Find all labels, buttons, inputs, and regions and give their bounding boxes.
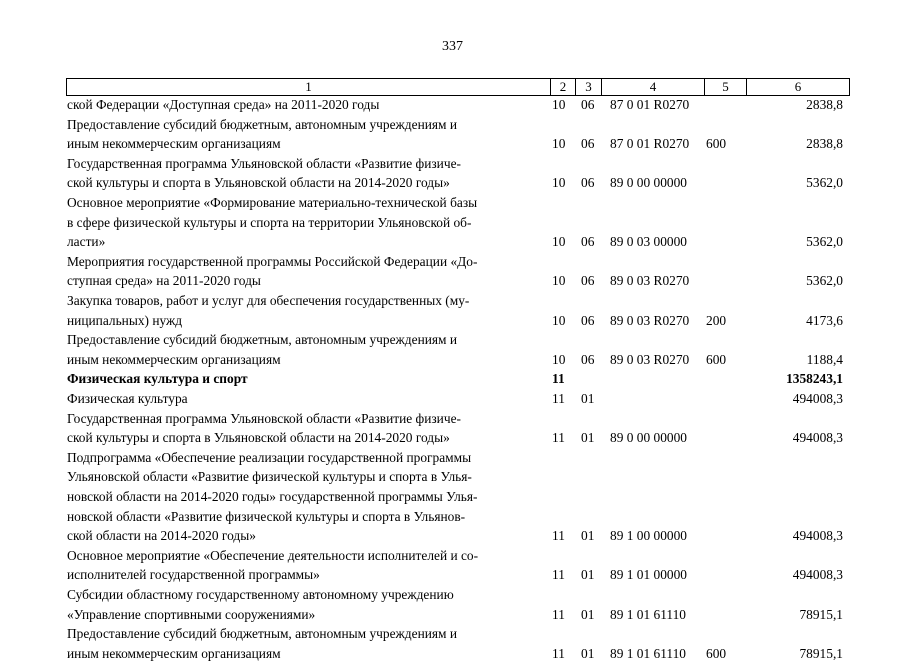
description-line: ласти» [67,234,106,250]
table-row [0,95,905,115]
target-article-code: 89 1 00 00000 [610,528,687,544]
description-line: ской Федерации «Доступная среда» на 2011-2020 годы [67,97,380,112]
section-code: 10 [552,312,566,328]
subsection-code: 01 [581,430,595,446]
expense-type-code: 600 [706,136,727,152]
amount-value: 5362,0 [806,234,843,250]
description-line: Физическая культура и спорт [67,371,248,387]
header-col-3: 3 [575,79,601,95]
description-line: в сфере физической культуры и спорта на территории Ульяновской об- [67,214,472,230]
row-description [67,95,539,115]
description-line: Государственная программа Ульяновской области «Развитие физиче- [67,410,461,426]
row-description [67,546,539,585]
subsection-code: 06 [581,97,595,112]
section-code: 11 [552,371,565,387]
description-line: Государственная программа Ульяновской области «Развитие физиче- [67,155,461,171]
section-code: 11 [552,391,565,406]
section-code: 10 [552,351,566,367]
table-row [0,252,905,291]
section-code: 10 [552,136,566,152]
description-line: ской культуры и спорта в Ульяновской области на 2014-2020 годы» [67,430,450,446]
description-line: ступная среда» на 2011-2020 годы [67,273,261,289]
description-line: Закупка товаров, работ и услуг для обеспечения государственных (му- [67,293,470,308]
target-article-code: 89 1 01 61110 [610,645,687,661]
expense-type-code: 600 [706,351,727,367]
subsection-code: 06 [581,273,595,289]
header-col-4: 4 [601,79,704,95]
target-article-code: 89 1 01 00000 [610,567,687,583]
section-code: 11 [552,430,565,446]
section-code: 10 [552,97,566,112]
description-line: Мероприятия государственной программы Российской Федерации «До- [67,253,478,269]
section-code: 10 [552,234,566,250]
table-row [0,369,905,389]
subsection-code: 06 [581,234,595,250]
row-description [67,291,539,330]
description-line: Предоставление субсидий бюджетным, автономным учреждениям и [67,116,458,132]
table-row [0,115,905,154]
table-row [0,291,905,330]
subsection-code: 06 [581,312,595,328]
table-header [66,78,850,96]
amount-value: 78915,1 [799,645,843,661]
description-line: Субсидии областному государственному автономному учреждению [67,587,454,602]
description-line: новской области «Развитие физической культуры и спорта в Ульянов- [67,508,466,524]
target-article-code: 89 1 01 61110 [610,606,687,622]
target-article-code: 89 0 03 R0270 [610,351,690,367]
target-article-code: 89 0 03 00000 [610,234,687,250]
description-line: Основное мероприятие «Формирование материально-технической базы [67,195,478,210]
description-line: иным некоммерческим организациям [67,351,281,367]
table-row [0,193,905,252]
table-row [0,409,905,448]
subsection-code: 01 [581,606,595,622]
expense-type-code: 200 [706,312,727,328]
description-line: иным некоммерческим организациям [67,136,281,152]
subsection-code: 01 [581,645,595,661]
section-code: 11 [552,528,565,544]
description-line: ской области на 2014-2020 годы» [67,528,256,544]
description-line: Подпрограмма «Обеспечение реализации государственной программы [67,449,472,465]
amount-value: 4173,6 [806,312,843,328]
row-description [67,154,539,193]
amount-value: 494008,3 [792,430,843,446]
amount-value: 78915,1 [799,606,843,622]
amount-value: 494008,3 [792,391,843,406]
subsection-code: 06 [581,136,595,152]
section-code: 11 [552,567,565,583]
table-row [0,154,905,193]
subsection-code: 01 [581,528,595,544]
description-line: новской области на 2014-2020 годы» государственной программы Улья- [67,488,478,504]
target-article-code: 87 0 01 R0270 [610,136,690,152]
table-row [0,624,905,663]
section-code: 10 [552,175,566,191]
row-description [67,369,539,389]
expense-type-code: 600 [706,645,727,661]
amount-value: 1188,4 [806,351,843,367]
description-line: Ульяновской области «Развитие физической культуры и спорта в Улья- [67,469,472,485]
section-code: 11 [552,606,565,622]
section-code: 10 [552,273,566,289]
target-article-code: 89 0 03 R0270 [610,273,690,289]
header-col-6: 6 [746,79,850,95]
subsection-code: 06 [581,351,595,367]
table-row [0,330,905,369]
subsection-code: 01 [581,391,595,406]
row-description [67,193,539,252]
row-description [67,448,539,546]
row-description [67,252,539,291]
target-article-code: 87 0 01 R0270 [610,97,690,112]
description-line: исполнителей государственной программы» [67,567,320,583]
description-line: Предоставление субсидий бюджетным, автономным учреждениям и [67,626,458,642]
row-description [67,624,539,663]
row-description [67,389,539,409]
description-line: Предоставление субсидий бюджетным, автономным учреждениям и [67,332,458,348]
amount-value: 5362,0 [806,273,843,289]
row-description [67,585,539,624]
section-code: 11 [552,645,565,661]
amount-value: 5362,0 [806,175,843,191]
description-line: «Управление спортивными сооружениями» [67,606,316,622]
table-row [0,448,905,546]
amount-value: 2838,8 [806,136,843,152]
table-row [0,389,905,409]
table-row [0,585,905,624]
description-line: Физическая культура [67,391,188,406]
row-description [67,409,539,448]
description-line: ской культуры и спорта в Ульяновской области на 2014-2020 годы» [67,175,450,191]
table-row [0,546,905,585]
subsection-code: 01 [581,567,595,583]
target-article-code: 89 0 03 R0270 [610,312,690,328]
header-col-2: 2 [550,79,575,95]
row-description [67,330,539,369]
row-description [67,115,539,154]
header-col-1: 1 [66,79,550,95]
amount-value: 494008,3 [792,567,843,583]
amount-value: 494008,3 [792,528,843,544]
subsection-code: 06 [581,175,595,191]
amount-value: 1358243,1 [786,371,843,387]
description-line: Основное мероприятие «Обеспечение деятельности исполнителей и со- [67,547,479,563]
target-article-code: 89 0 00 00000 [610,430,687,446]
header-col-5: 5 [704,79,746,95]
description-line: ниципальных) нужд [67,312,183,328]
target-article-code: 89 0 00 00000 [610,175,687,191]
description-line: иным некоммерческим организациям [67,645,281,661]
page-number: 337 [442,39,463,54]
amount-value: 2838,8 [806,97,843,112]
